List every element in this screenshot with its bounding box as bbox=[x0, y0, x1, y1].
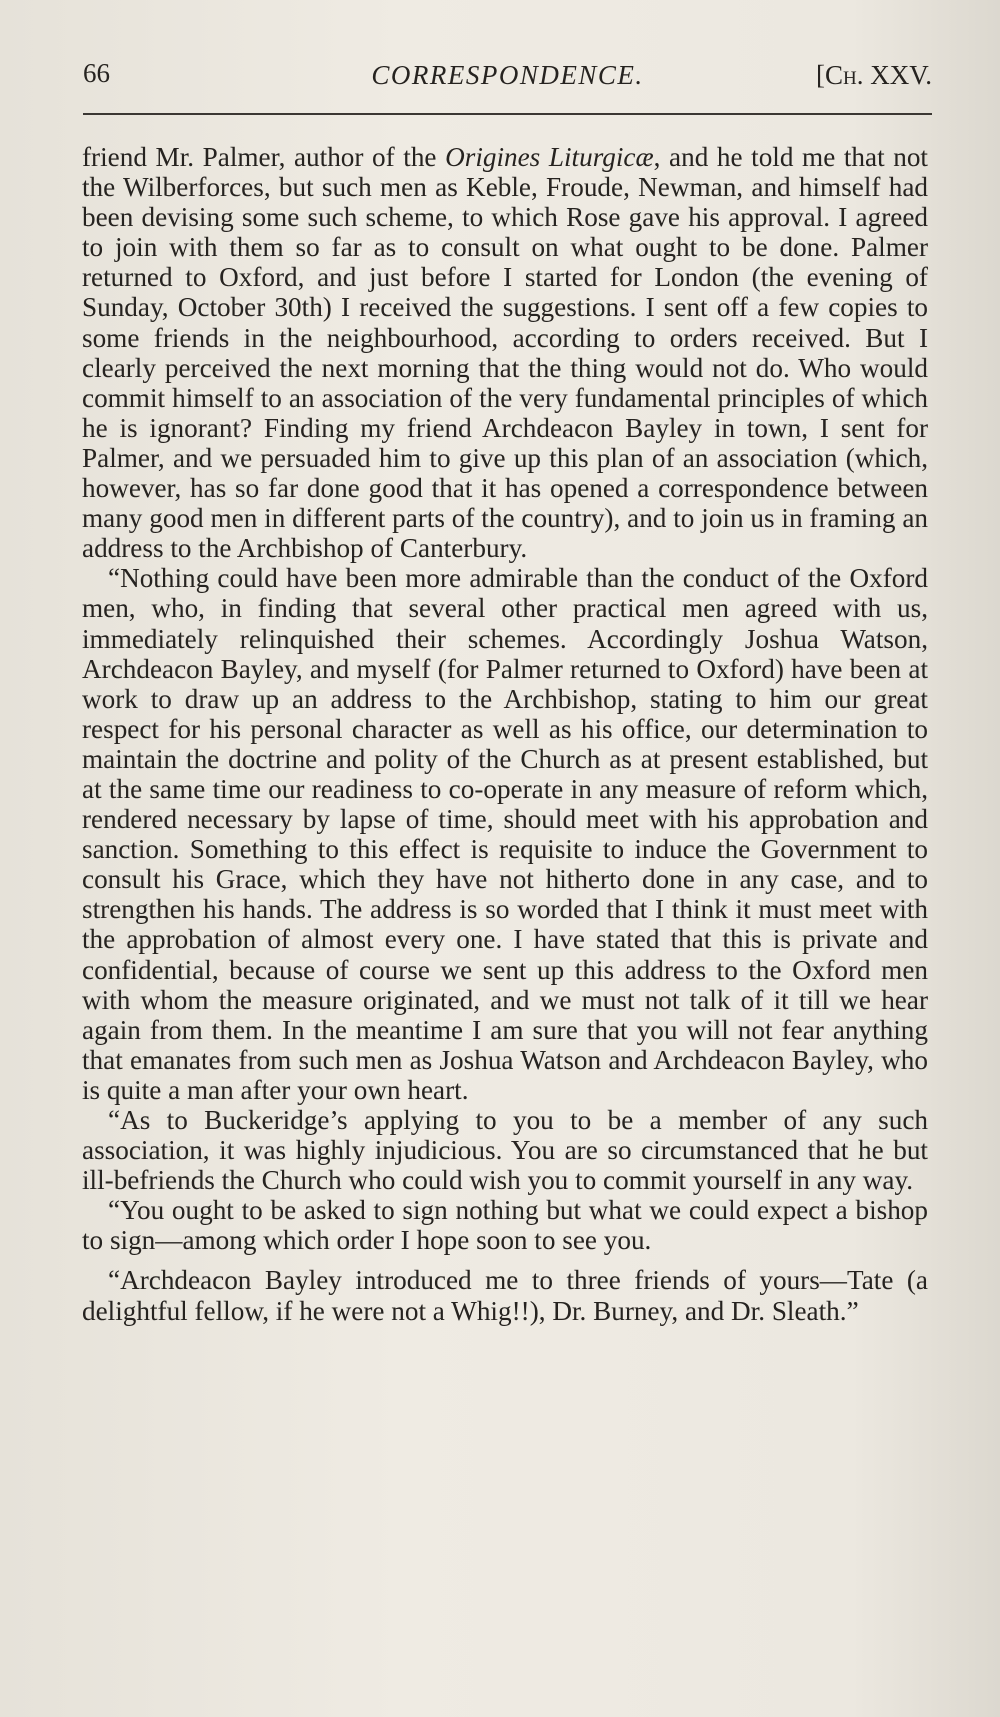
paragraph-2: “Nothing could have been more admirable than the conduct of the Oxford men, who, in finding that several other practical men agreed with us, immediately relinquished their schemes. Accordingly Joshua Watson, Archdeacon Bayley, and myself (for Palmer returned to Oxford) have been at work to draw up an address to the Archbishop, stating to him our great respect for his personal character as well as his office, our determination to maintain the doctrine and polity of the Church as at present established, but at the same time our readiness to co-operate in any measure of reform which, rendered necessary by lapse of time, should meet with his approbation and sanction. Something to this effect is requisite to induce the Government to consult his Grace, which they have not hitherto done in any case, and to strengthen his hands. The address is so worded that I think it must meet with the approbation of almost every one. I have stated that this is private and confidential, because of course we sent up this address to the Oxford men with whom the measure originated, and we must not talk of it till we hear again from them. In the meantime I am sure that you will not fear anything that emanates from such men as Joshua Watson and Archdeacon Bayley, who is quite a man after your own heart. bbox=[82, 563, 928, 1105]
header-rule bbox=[83, 113, 932, 115]
running-title: CORRESPONDENCE. bbox=[371, 60, 644, 90]
paragraph-4: “You ought to be asked to sign nothing but what we could expect a bishop to sign—among which order I hope soon to see you. bbox=[82, 1195, 928, 1256]
paragraph-1-text-end: , and he told me that not the Wilberforces, but such men as Keble, Froude, Newman, and himself had been devising some such scheme, to which Rose gave his approval. I agreed to join with them so far as to consult on what ought to be done. Palmer returned to Oxford, and just before I started for London (the evening of Sunday, October 30th) I received the suggestions. I sent off a few copies to some friends in the neighbourhood, according to orders received. But I clearly perceived the next morning that the thing would not do. Who would commit himself to an association of the very fundamental principles of which he is ignorant? Finding my friend Archdeacon Bayley in town, I sent for Palmer, and we persuaded him to give up this plan of an association (which, however, has so far done good that it has opened a correspondence between many good men in different parts of the country), and to join us in framing an address to the Archbishop of Canterbury. bbox=[82, 142, 928, 564]
page-number: 66 bbox=[83, 58, 110, 88]
chapter-reference: [Ch. XXV. bbox=[816, 60, 932, 90]
paragraph-3: “As to Buckeridge’s applying to you to be a member of any such association, it was highly injudicious. You are so circumstanced that he but ill-befriends the Church who could wish you to commit yourself in any way. bbox=[82, 1105, 928, 1196]
paragraph-5: “Archdeacon Bayley introduced me to three friends of yours—Tate (a delightful fellow, if he were not a Whig!!), Dr. Burney, and Dr. Sleath.” bbox=[82, 1265, 928, 1326]
paragraph-1-text-start: friend Mr. Palmer, author of the bbox=[82, 142, 446, 172]
book-title-origines-liturgicae: Origines Liturgicæ bbox=[445, 142, 654, 172]
body-text bbox=[82, 142, 928, 1326]
paragraph-1 bbox=[82, 142, 928, 563]
page-header bbox=[83, 58, 932, 98]
